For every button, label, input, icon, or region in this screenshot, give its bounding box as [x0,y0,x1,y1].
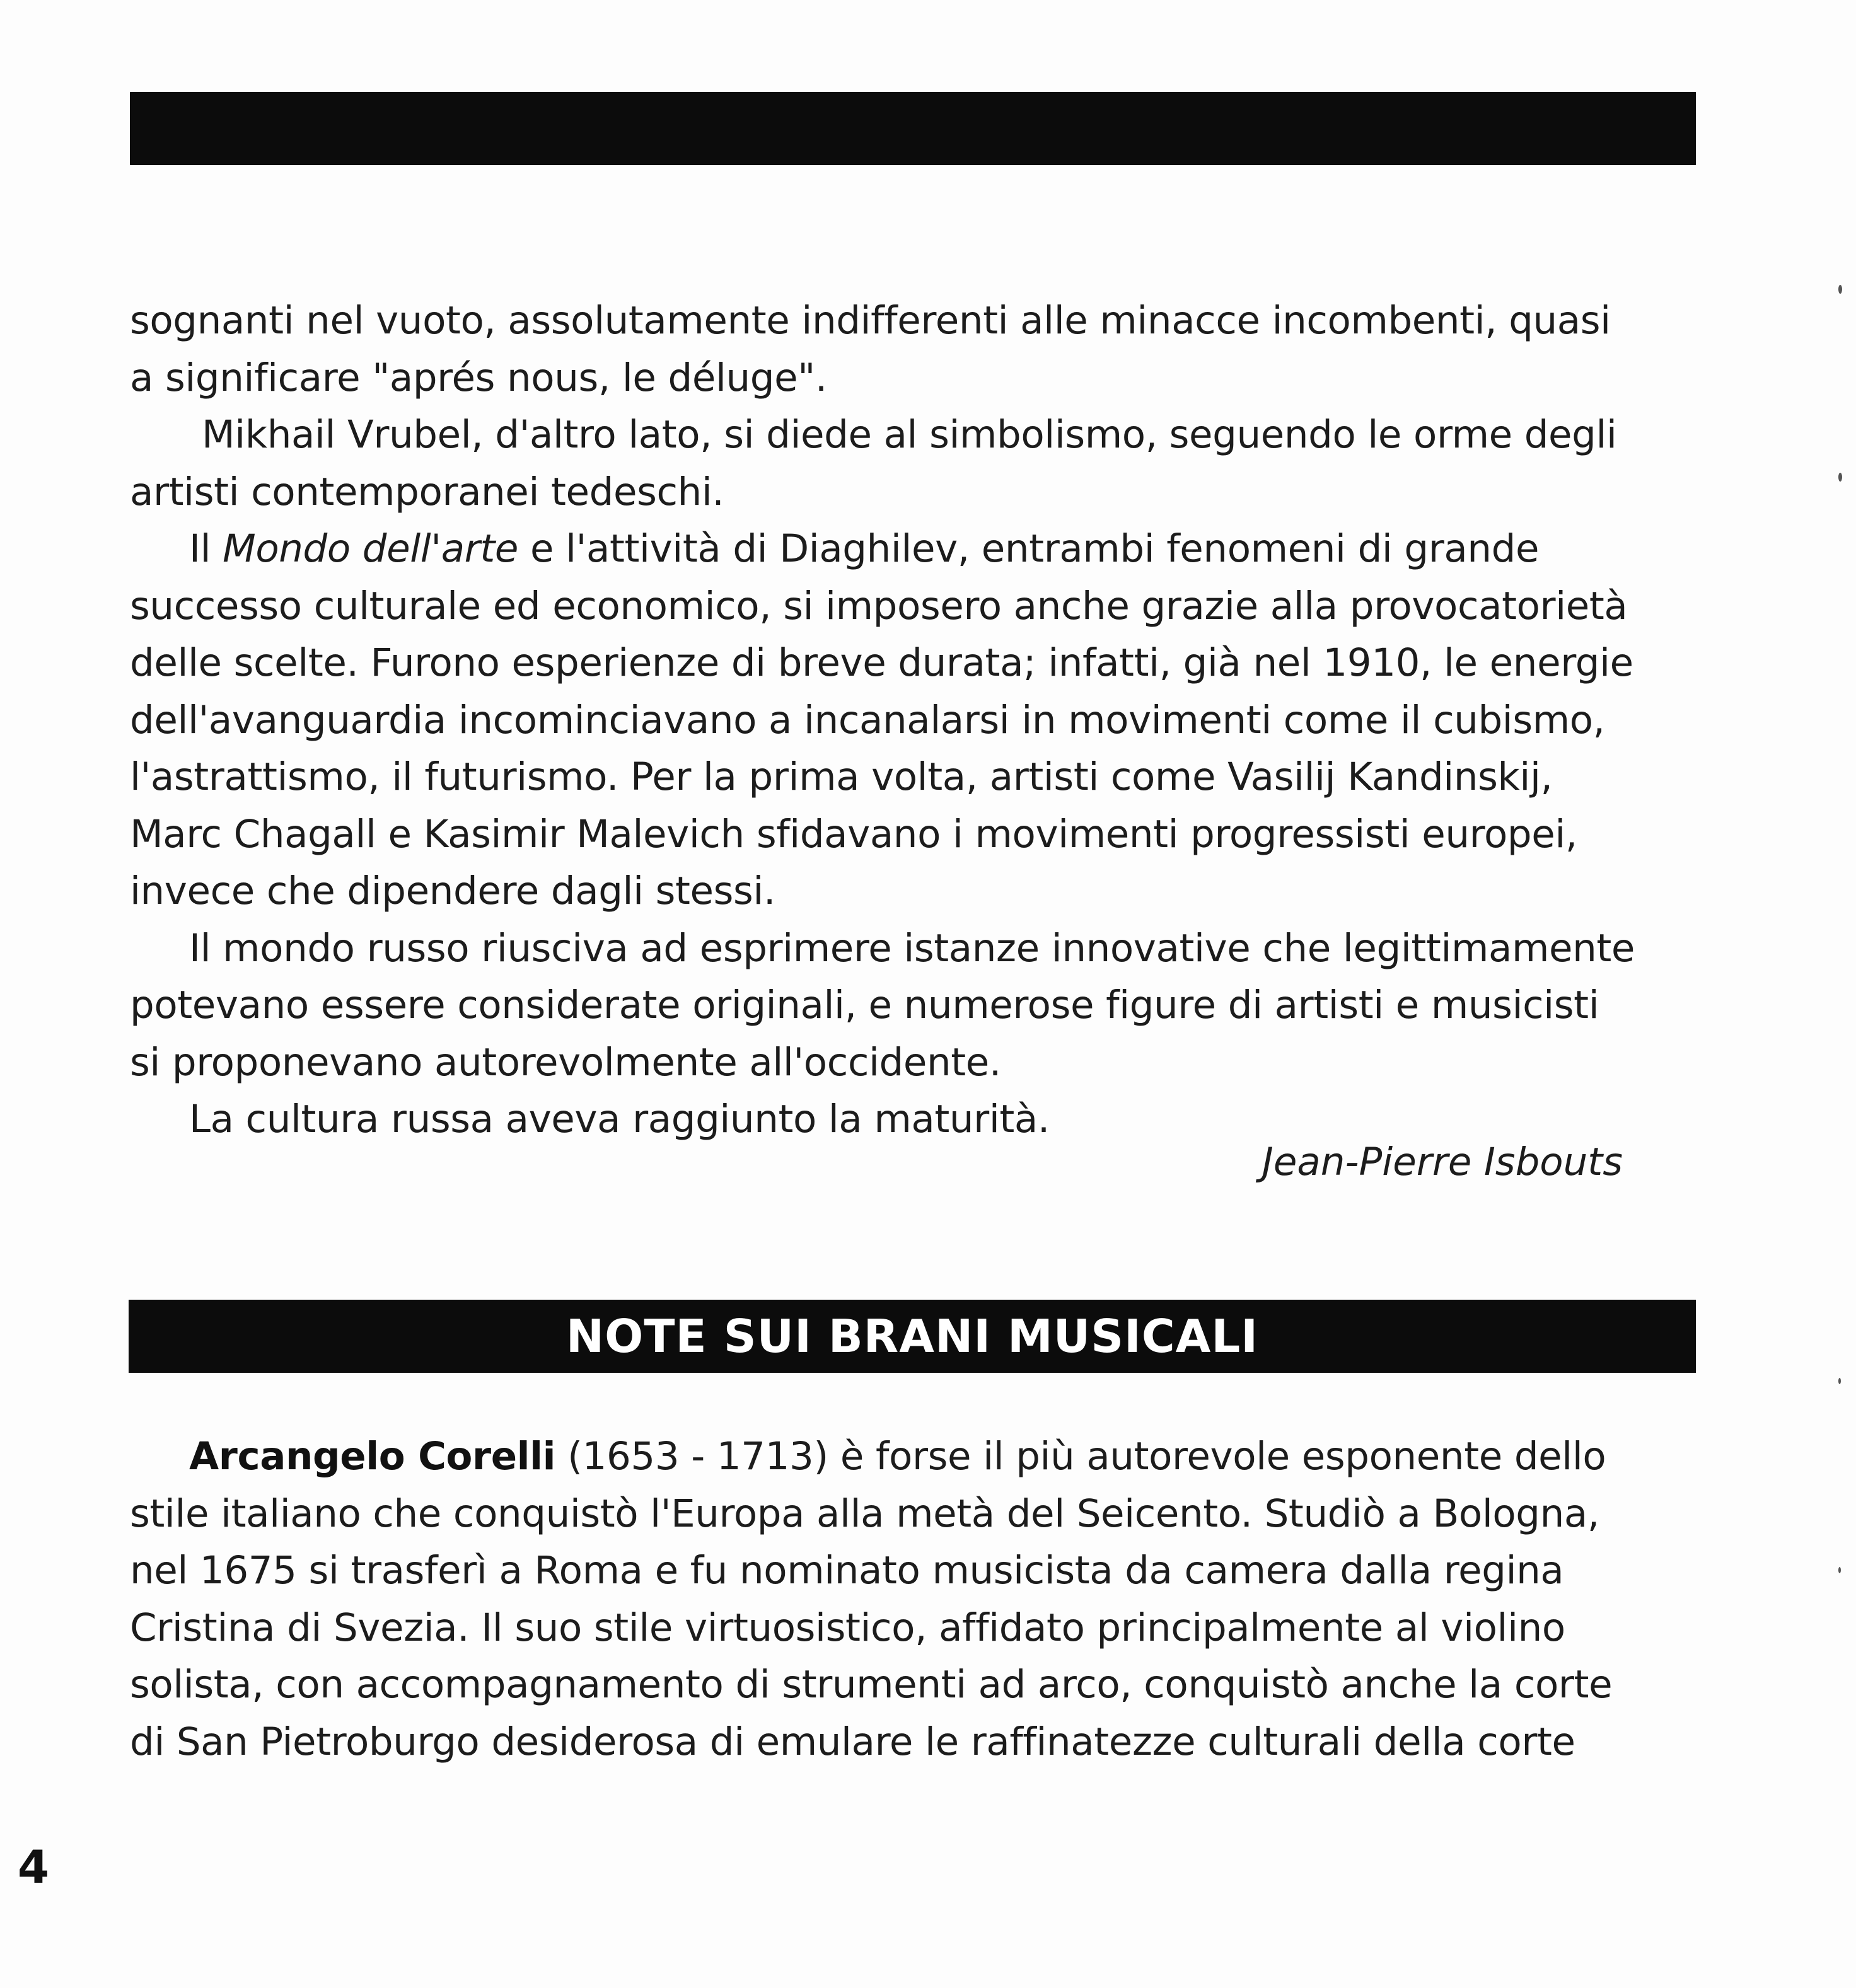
text-fragment: e l'attività di Diaghilev, entrambi fenomeni di grande [518,526,1540,571]
text-line: Marc Chagall e Kasimir Malevich sfidavano i movimenti progressisti europei, [130,811,1577,857]
header-bar [130,92,1696,165]
text-line: Cristina di Svezia. Il suo stile virtuosistico, affidato principalmente al violino [130,1605,1565,1650]
text-line: Mikhail Vrubel, d'altro lato, si diede al simbolismo, seguendo le orme degli [202,412,1617,457]
text-fragment: Il [189,526,223,571]
section-header [129,1300,1696,1373]
text-line: l'astrattismo, il futurismo. Per la prima volta, artisti come Vasilij Kandinskij, [130,754,1553,799]
text-line: dell'avanguardia incominciavano a incanalarsi in movimenti come il cubismo, [130,697,1605,743]
text-line [130,521,1696,578]
section-title: NOTE SUI BRANI MUSICALI [566,1310,1259,1363]
scan-speck [1838,1567,1841,1573]
author-signature: Jean-Pierre Isbouts [1262,1140,1623,1184]
text-line: Il mondo russo riusciva ad esprimere istanze innovative che legittimamente [189,925,1635,971]
text-line: a significare "aprés nous, le déluge". [130,355,827,400]
italic-title: Mondo dell'arte [223,526,519,571]
scan-speck [1838,1378,1841,1384]
text-line: di San Pietroburgo desiderosa di emulare le raffinatezze culturali della corte [130,1719,1575,1764]
text-line: si proponevano autorevolmente all'occidente. [130,1039,1001,1085]
text-line [130,1428,1696,1486]
text-line: delle scelte. Furono esperienze di breve durata; infatti, già nel 1910, le energie [130,640,1633,685]
text-line: solista, con accompagnamento di strumenti ad arco, conquistò anche la corte [130,1662,1613,1707]
page-number: 4 [18,1841,50,1893]
text-line: artisti contemporanei tedeschi. [130,469,724,514]
text-line: potevano essere considerate originali, e numerose figure di artisti e musicisti [130,983,1599,1027]
text-line: nel 1675 si trasferì a Roma e fu nominato musicista da camera dalla regina [130,1548,1564,1593]
body-text-top [130,292,1696,1148]
text-line: successo culturale ed economico, si imposero anche grazie alla provocatorietà [130,583,1628,628]
text-line: invece che dipendere dagli stessi. [130,869,775,913]
text-line: sognanti nel vuoto, assolutamente indifferenti alle minacce incombenti, quasi [130,298,1611,343]
scan-speck [1838,285,1842,294]
scan-speck [1838,473,1842,482]
text-line: La cultura russa aveva raggiunto la maturità. [189,1097,1050,1141]
composer-name: Arcangelo Corelli [189,1434,556,1479]
body-text-bottom [130,1428,1696,1771]
text-line: stile italiano che conquistò l'Europa alla metà del Seicento. Studiò a Bologna, [130,1491,1599,1536]
text-fragment: (1653 - 1713) è forse il più autorevole esponente dello [555,1434,1606,1479]
